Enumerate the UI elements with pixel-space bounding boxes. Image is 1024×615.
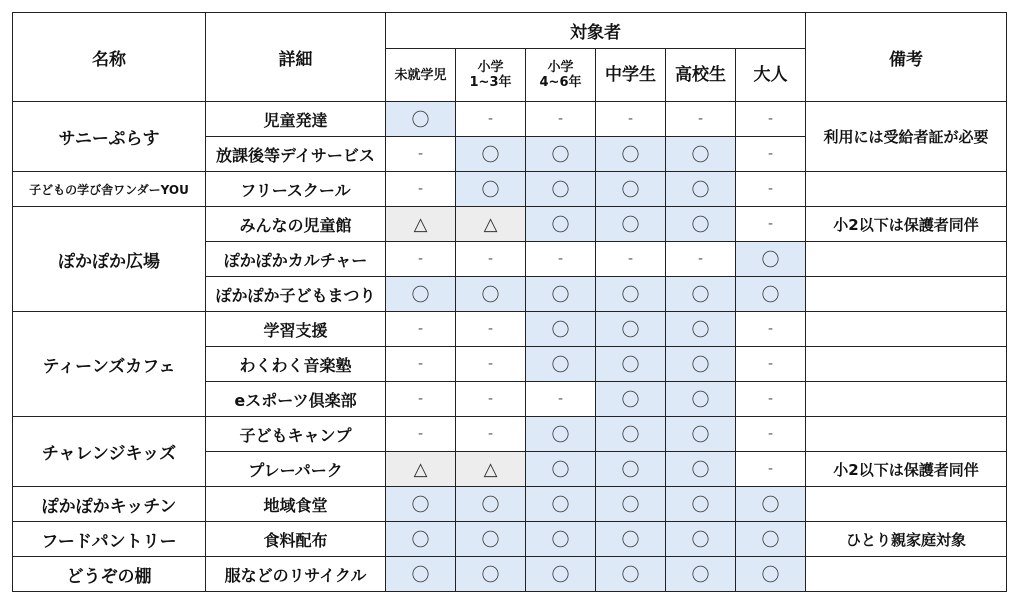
target-mark: -	[456, 102, 526, 137]
target-mark: 〇	[526, 557, 596, 592]
service-detail: ぽかぽかカルチャー	[206, 242, 386, 277]
service-detail: 放課後等デイサービス	[206, 137, 386, 172]
target-mark: 〇	[456, 522, 526, 557]
target-mark: △	[456, 452, 526, 487]
table-row	[13, 522, 1007, 557]
target-mark: -	[456, 382, 526, 417]
target-mark: 〇	[666, 487, 736, 522]
service-name: フードパントリー	[13, 522, 206, 557]
target-mark: -	[596, 242, 666, 277]
service-detail: わくわく音楽塾	[206, 347, 386, 382]
service-name: チャレンジキッズ	[13, 417, 206, 487]
service-name: サニーぷらす	[13, 102, 206, 172]
table-row	[13, 417, 1007, 452]
header-detail: 詳細	[206, 13, 386, 102]
target-mark: △	[386, 207, 456, 242]
service-detail: ぽかぽか子どもまつり	[206, 277, 386, 312]
target-mark: 〇	[736, 522, 806, 557]
target-mark: -	[386, 137, 456, 172]
service-detail: 子どもキャンプ	[206, 417, 386, 452]
target-mark: 〇	[596, 557, 666, 592]
target-mark: 〇	[736, 277, 806, 312]
note-cell	[806, 312, 1007, 347]
target-mark: 〇	[526, 312, 596, 347]
target-mark: 〇	[526, 137, 596, 172]
target-mark: -	[666, 102, 736, 137]
note-cell	[806, 242, 1007, 277]
target-mark: 〇	[386, 102, 456, 137]
target-mark: 〇	[666, 172, 736, 207]
target-mark: -	[736, 312, 806, 347]
target-mark: -	[386, 417, 456, 452]
target-mark: 〇	[596, 277, 666, 312]
target-mark: -	[456, 347, 526, 382]
header-note: 備考	[806, 13, 1007, 102]
target-mark: -	[456, 417, 526, 452]
service-detail: eスポーツ倶楽部	[206, 382, 386, 417]
target-mark: 〇	[666, 522, 736, 557]
note-cell	[806, 487, 1007, 522]
service-detail: みんなの児童館	[206, 207, 386, 242]
target-mark: -	[386, 172, 456, 207]
service-detail: プレーパーク	[206, 452, 386, 487]
target-mark: 〇	[666, 312, 736, 347]
target-mark: -	[736, 417, 806, 452]
target-mark: -	[736, 382, 806, 417]
target-mark: 〇	[456, 137, 526, 172]
target-mark: 〇	[526, 417, 596, 452]
header-target-col: 高校生	[666, 49, 736, 102]
service-name: ぽかぽかキッチン	[13, 487, 206, 522]
target-mark: -	[736, 347, 806, 382]
target-mark: 〇	[526, 207, 596, 242]
note-cell	[806, 277, 1007, 312]
target-mark: 〇	[526, 347, 596, 382]
target-mark: 〇	[386, 522, 456, 557]
note-cell: 小2以下は保護者同伴	[806, 207, 1007, 242]
target-mark: 〇	[526, 277, 596, 312]
target-mark: -	[736, 452, 806, 487]
target-mark: 〇	[596, 417, 666, 452]
target-mark: 〇	[526, 172, 596, 207]
target-mark: -	[386, 312, 456, 347]
target-mark: △	[386, 452, 456, 487]
target-mark: 〇	[526, 487, 596, 522]
target-mark: 〇	[456, 487, 526, 522]
target-mark: 〇	[596, 347, 666, 382]
service-target-table	[12, 12, 1007, 592]
table-row	[13, 207, 1007, 242]
table-row	[13, 557, 1007, 592]
header-target-col: 小学 4~6年	[526, 49, 596, 102]
header-target-group: 対象者	[386, 13, 806, 49]
service-detail: 学習支援	[206, 312, 386, 347]
target-mark: 〇	[386, 277, 456, 312]
target-mark: 〇	[666, 277, 736, 312]
service-detail: 服などのリサイクル	[206, 557, 386, 592]
service-detail: 食料配布	[206, 522, 386, 557]
target-mark: -	[526, 242, 596, 277]
service-name: どうぞの棚	[13, 557, 206, 592]
target-mark: 〇	[526, 452, 596, 487]
target-mark: 〇	[596, 207, 666, 242]
header-target-col: 中学生	[596, 49, 666, 102]
target-mark: 〇	[666, 207, 736, 242]
target-mark: -	[386, 242, 456, 277]
target-mark: -	[736, 172, 806, 207]
target-mark: -	[456, 242, 526, 277]
target-mark: -	[386, 382, 456, 417]
note-cell: 利用には受給者証が必要	[806, 102, 1007, 172]
target-mark: 〇	[386, 487, 456, 522]
target-mark: -	[386, 347, 456, 382]
target-mark: 〇	[596, 522, 666, 557]
target-mark: 〇	[666, 382, 736, 417]
target-mark: -	[666, 242, 736, 277]
target-mark: 〇	[736, 557, 806, 592]
note-cell: ひとり親家庭対象	[806, 522, 1007, 557]
header-target-col: 小学 1~3年	[456, 49, 526, 102]
target-mark: 〇	[596, 382, 666, 417]
table-row	[13, 102, 1007, 137]
target-mark: 〇	[596, 452, 666, 487]
header-target-col: 未就学児	[386, 49, 456, 102]
target-mark: 〇	[596, 137, 666, 172]
target-mark: -	[526, 102, 596, 137]
note-cell	[806, 417, 1007, 452]
header-name: 名称	[13, 13, 206, 102]
service-detail: フリースクール	[206, 172, 386, 207]
header-target-col: 大人	[736, 49, 806, 102]
target-mark: 〇	[666, 417, 736, 452]
target-mark: 〇	[596, 172, 666, 207]
service-name: ティーンズカフェ	[13, 312, 206, 417]
target-mark: -	[526, 382, 596, 417]
target-mark: 〇	[456, 172, 526, 207]
target-mark: 〇	[666, 557, 736, 592]
service-detail: 地域食堂	[206, 487, 386, 522]
table-row	[13, 312, 1007, 347]
target-mark: -	[736, 207, 806, 242]
target-mark: 〇	[666, 137, 736, 172]
target-mark: 〇	[456, 277, 526, 312]
target-mark: 〇	[666, 452, 736, 487]
service-detail: 児童発達	[206, 102, 386, 137]
table-row	[13, 172, 1007, 207]
note-cell	[806, 347, 1007, 382]
target-mark: -	[456, 312, 526, 347]
service-name: 子どもの学び舎ワンダーYOU	[13, 172, 206, 207]
target-mark: -	[596, 102, 666, 137]
target-mark: -	[736, 102, 806, 137]
target-mark: 〇	[736, 487, 806, 522]
target-mark: 〇	[526, 522, 596, 557]
target-mark: -	[736, 137, 806, 172]
service-name: ぽかぽか広場	[13, 207, 206, 312]
note-cell	[806, 557, 1007, 592]
note-cell	[806, 172, 1007, 207]
note-cell	[806, 382, 1007, 417]
note-cell: 小2以下は保護者同伴	[806, 452, 1007, 487]
target-mark: 〇	[596, 312, 666, 347]
target-mark: 〇	[666, 347, 736, 382]
target-mark: 〇	[456, 557, 526, 592]
target-mark: 〇	[386, 557, 456, 592]
table-row	[13, 487, 1007, 522]
target-mark: △	[456, 207, 526, 242]
target-mark: 〇	[596, 487, 666, 522]
target-mark: 〇	[736, 242, 806, 277]
